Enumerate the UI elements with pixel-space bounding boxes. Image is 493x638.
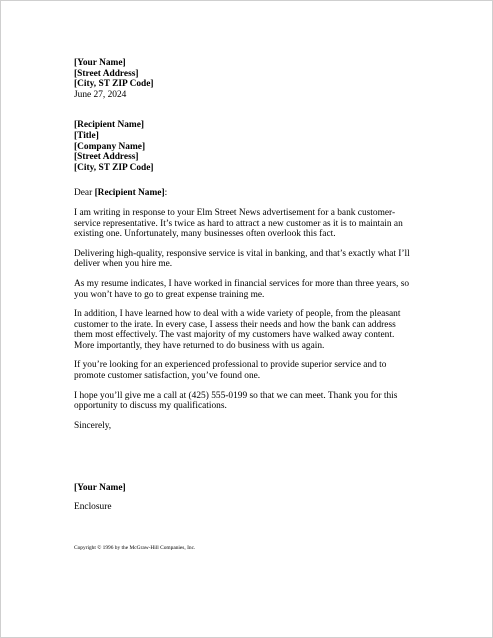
paragraph-line: service representative. It’s twice as hard to attract a new customer as it is to maintain an: [74, 218, 403, 229]
letter-date[interactable]: June 27, 2024: [74, 89, 127, 100]
paragraph-line: promote customer satisfaction, you’ve found one.: [74, 371, 261, 382]
enclosure-line: Enclosure: [74, 502, 112, 513]
signature-name[interactable]: [Your Name]: [74, 483, 126, 494]
paragraph-line: deliver when you hire me.: [74, 259, 173, 270]
sender-city[interactable]: [City, ST ZIP Code]: [74, 79, 154, 90]
paragraph: [74, 208, 434, 240]
paragraph-line: them most effectively. The vast majority of my customers have walked away content.: [74, 330, 395, 341]
paragraph-line: you won’t have to go to great expense training me.: [74, 289, 265, 300]
paragraph-line: If you’re looking for an experienced professional to provide superior service and to: [74, 360, 387, 371]
paragraph: [74, 309, 434, 351]
paragraph: [74, 279, 434, 300]
paragraph-line: existing one. Unfortunately, many businesses often overlook this fact.: [74, 229, 336, 240]
paragraph-line: Delivering high-quality, responsive service is vital in banking, and that’s exactly what I’ll: [74, 248, 410, 259]
paragraph-line: customer to the irate. In every case, I assess their needs and how the bank can address: [74, 319, 396, 330]
recipient-company[interactable]: [Company Name]: [74, 141, 146, 152]
closing: Sincerely,: [74, 420, 112, 431]
paragraph-line: I am writing in response to your Elm Street News advertisement for a bank customer-: [74, 207, 396, 218]
salutation-prefix: Dear: [74, 188, 95, 199]
recipient-title[interactable]: [Title]: [74, 130, 99, 141]
salutation: [74, 188, 434, 199]
paragraph-line: I hope you’ll give me a call at (425) 555-0199 so that we can meet. Thank you for this: [74, 390, 398, 401]
salutation-recipient[interactable]: [Recipient Name]: [94, 188, 165, 199]
sender-street[interactable]: [Street Address]: [74, 68, 139, 79]
letter-body: [74, 58, 434, 513]
copyright-notice: Copyright © 1996 by the McGraw-Hill Companies, Inc.: [74, 545, 196, 551]
recipient-street[interactable]: [Street Address]: [74, 152, 139, 163]
sender-block: [74, 58, 434, 100]
paragraph: [74, 391, 434, 412]
paragraph: [74, 360, 434, 381]
recipient-block: [74, 120, 434, 173]
sender-name[interactable]: [Your Name]: [74, 58, 126, 68]
recipient-city[interactable]: [City, ST ZIP Code]: [74, 162, 154, 173]
paragraph-line: More importantly, they have returned to do business with us again.: [74, 340, 325, 351]
paragraph-line: opportunity to discuss my qualifications.: [74, 401, 227, 412]
salutation-suffix: :: [164, 188, 168, 199]
paragraph: [74, 249, 434, 270]
paragraph-line: As my resume indicates, I have worked in financial services for more than three years, so: [74, 278, 410, 289]
paragraph-line: In addition, I have learned how to deal with a wide variety of people, from the pleasant: [74, 309, 401, 320]
recipient-name[interactable]: [Recipient Name]: [74, 120, 145, 131]
